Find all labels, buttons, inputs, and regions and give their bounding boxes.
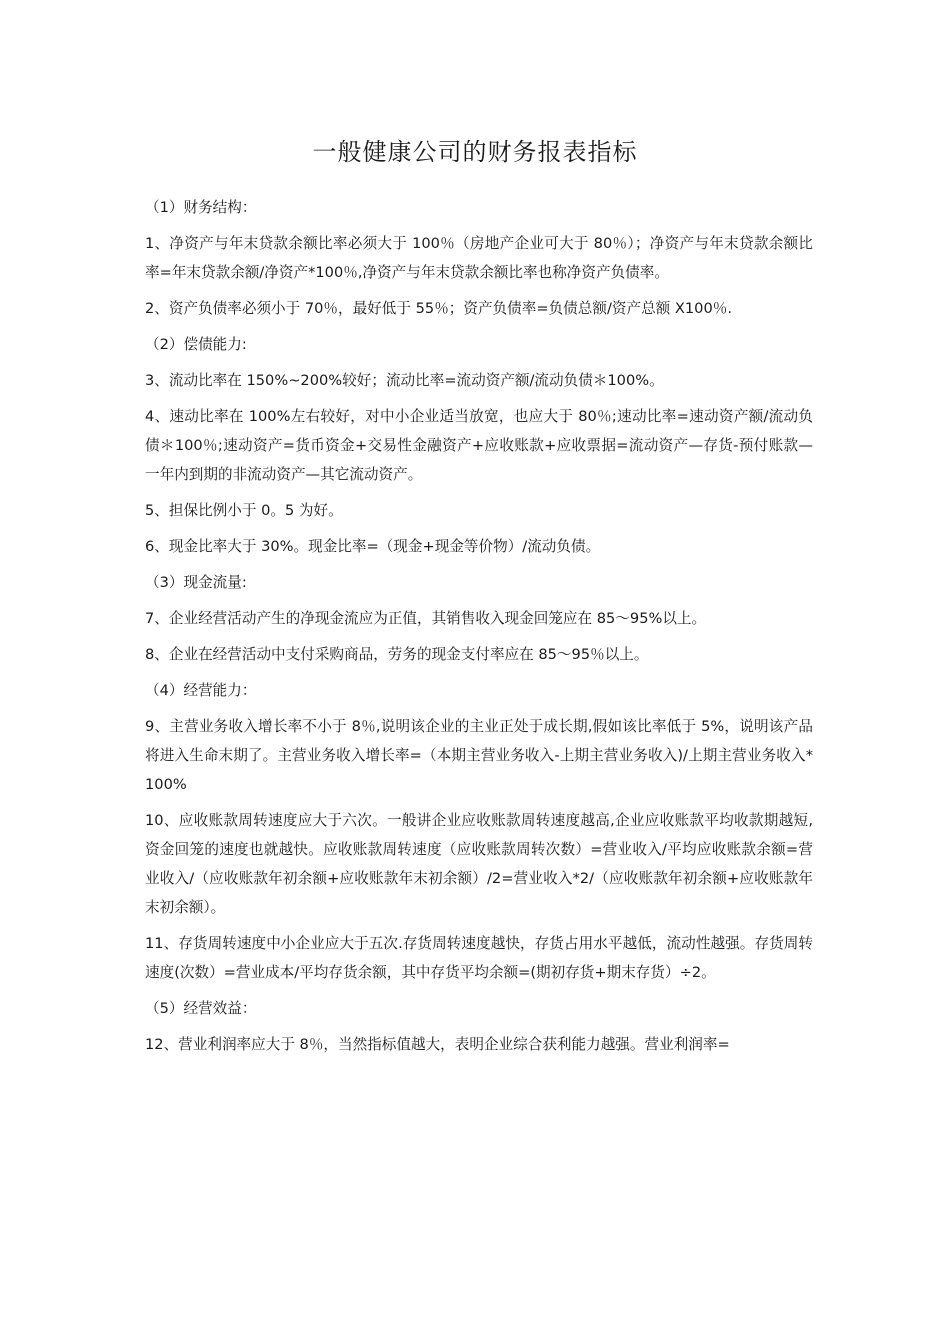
paragraph-1: 1、净资产与年末贷款余额比率必须大于 100％（房地产企业可大于 80％）；净资产与年末贷款余额比率=年末贷款余额/净资产*100％,净资产与年末贷款余额比率也称净资产负债率。	[145, 235, 813, 281]
paragraph-8: 8、企业在经营活动中支付采购商品，劳务的现金支付率应在 85～95％以上。	[145, 646, 649, 663]
paragraph-12: 12、营业利润率应大于 8％，当然指标值越大，表明企业综合获利能力越强。营业利润率=	[145, 1036, 730, 1053]
paragraph-5: 5、担保比例小于 0。5 为好。	[145, 502, 343, 519]
paragraph-6: 6、现金比率大于 30%。现金比率=（现金+现金等价物）/流动负债。	[145, 538, 601, 555]
section-heading-cash-flow: （3）现金流量:	[145, 574, 247, 591]
paragraph-10: 10、应收账款周转速度应大于六次。一般讲企业应收账款周转速度越高,企业应收账款平均收款期越短,资金回笼的速度也就越快。应收账款周转速度（应收账款周转次数）=营业收入/平均应收账款余额=营业收入/（应收账款年初余额+应收账款年末初余额）/2=营业收入*2/（应收账款年初余额+应收账款年末初余额）。	[145, 812, 813, 916]
paragraph-2: 2、资产负债率必须小于 70％，最好低于 55％；资产负债率=负债总额/资产总额 X100％.	[145, 300, 732, 317]
document-body	[145, 193, 813, 1066]
paragraph-4: 4、速动比率在 100%左右较好，对中小企业适当放宽，也应大于 80％;速动比率=速动资产额/流动负债＊100％;速动资产=货币资金+交易性金融资产+应收账款+应收票据=流动资产—存货-预付账款—一年内到期的非流动资产—其它流动资产。	[145, 408, 813, 483]
section-heading-operating-efficiency: （5）经营效益：	[145, 1000, 257, 1017]
section-heading-financial-structure: （1）财务结构：	[145, 199, 257, 216]
section-heading-solvency: （2）偿债能力:	[145, 336, 247, 353]
section-heading-operating-capability: （4）经营能力：	[145, 682, 257, 699]
document-title: 一般健康公司的财务报表指标	[312, 138, 638, 166]
paragraph-3: 3、流动比率在 150%~200%较好；流动比率=流动资产额/流动负债＊100%。	[145, 372, 664, 389]
paragraph-7: 7、企业经营活动产生的净现金流应为正值，其销售收入现金回笼应在 85～95%以上。	[145, 610, 707, 627]
paragraph-9: 9、主营业务收入增长率不小于 8％,说明该企业的主业正处于成长期,假如该比率低于 5%，说明该产品将进入生命末期了。主营业务收入增长率=（本期主营业务收入-上期主营业务收入)/上期主营业务收入*100%	[145, 718, 813, 793]
paragraph-11: 11、存货周转速度中小企业应大于五次.存货周转速度越快，存货占用水平越低，流动性越强。存货周转速度(次数）=营业成本/平均存货余额，其中存货平均余额=(期初存货+期末存货）÷2。	[145, 935, 813, 981]
